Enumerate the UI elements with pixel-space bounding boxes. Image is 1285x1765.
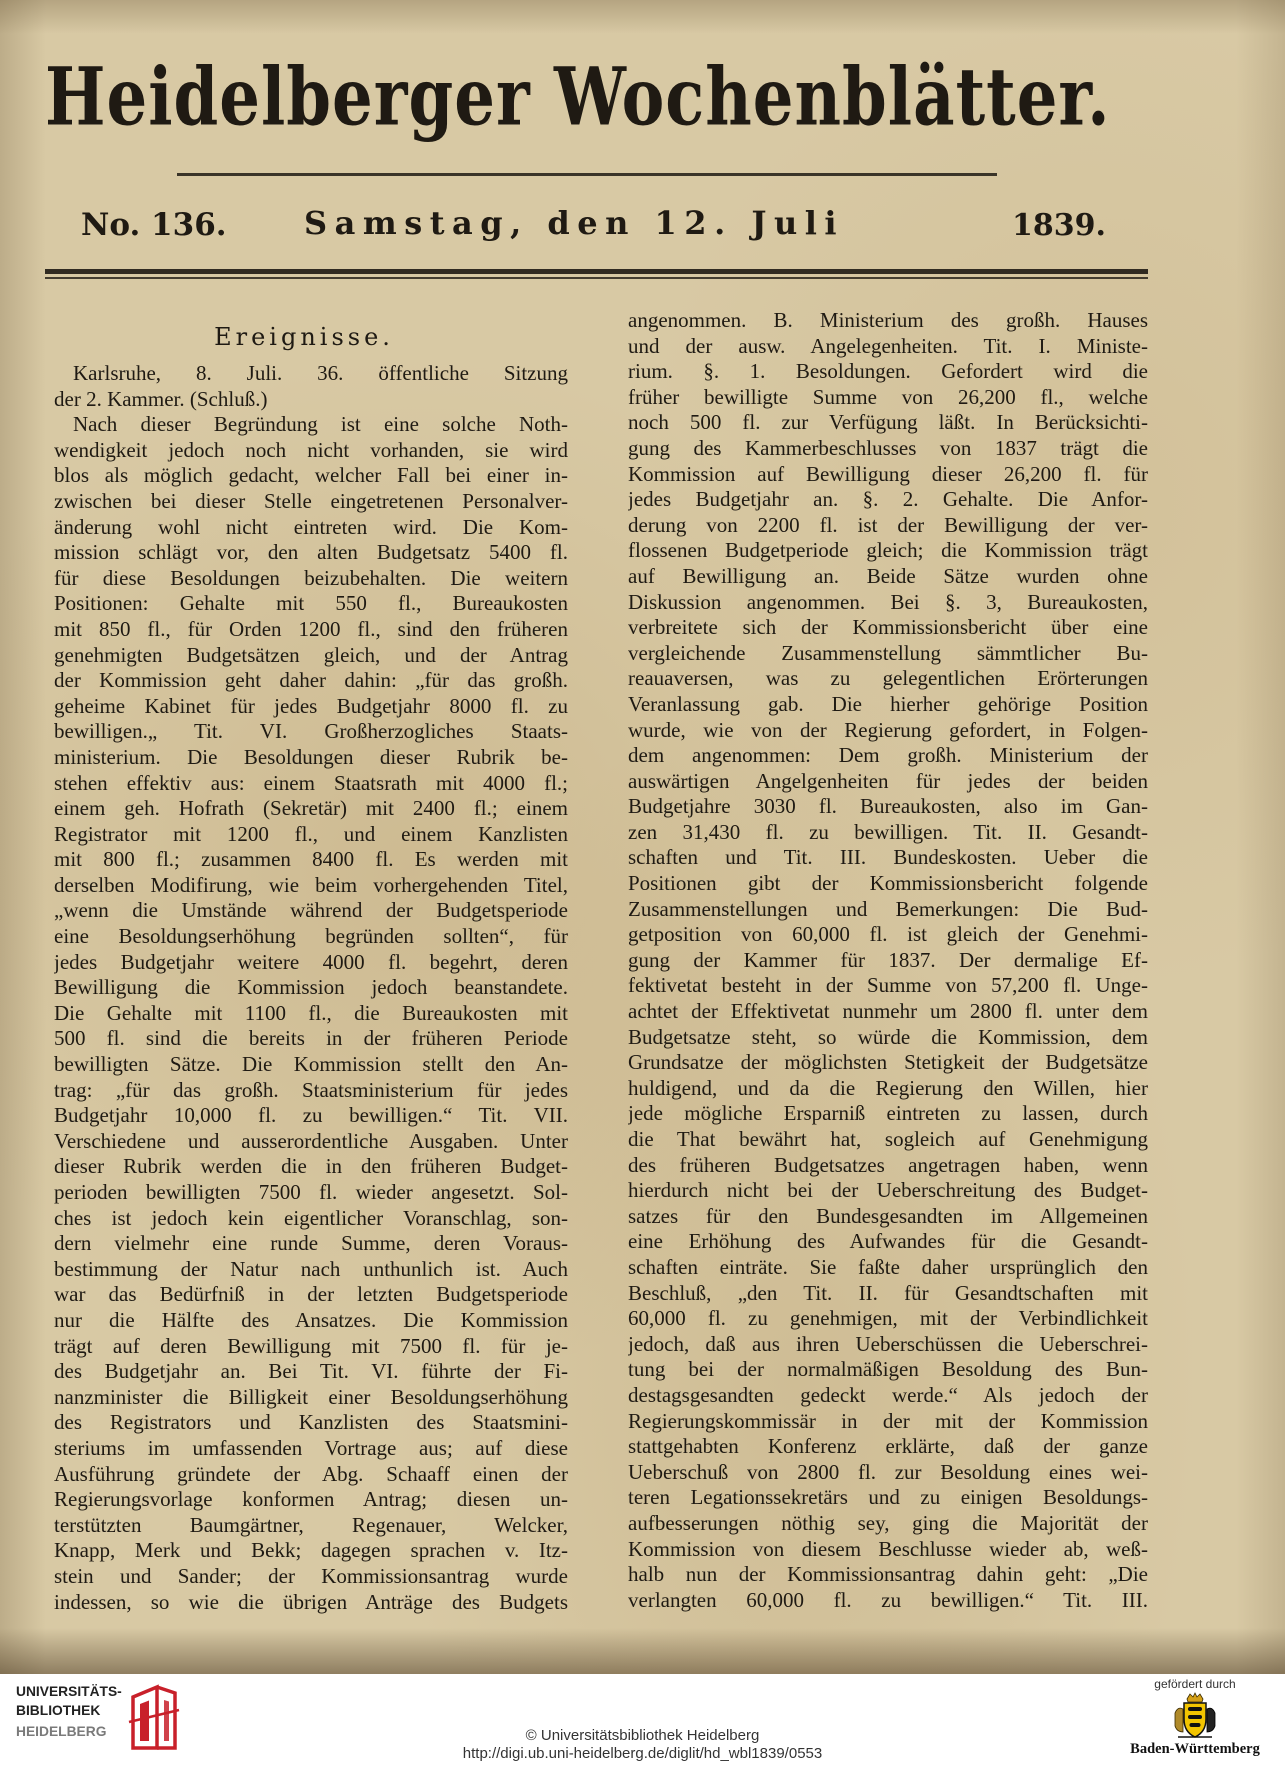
text-line: die That bewährt hat, sogleich auf Genehmigung (628, 1127, 1148, 1151)
text-line: zwischen bei dieser Stelle eingetretenen Personalver- (54, 488, 568, 513)
column-left (54, 361, 568, 1615)
header-double-rule-thick (45, 269, 1148, 274)
text-line: perioden bewilligten 7500 fl. wieder angesetzt. Sol- (54, 1180, 568, 1204)
text-line: dern vielmehr eine runde Summe, deren Voraus- (54, 1231, 568, 1256)
text-line: Veranlassung gab. Die hierher gehörige Position (628, 691, 1148, 716)
text-line: Budgetjahr 10,000 fl. zu bewilligen.“ Tit. VII. (54, 1103, 568, 1128)
text-line: schaften und Tit. III. Bundeskosten. Ueber die (628, 845, 1148, 870)
text-line: Ausführung gründete der Abg. Schaaff einen der (54, 1461, 568, 1486)
text-line: Karlsruhe, 8. Juli. 36. öffentliche Sitzung (73, 361, 568, 385)
text-line: dieser Rubrik werden die in den früheren Budget- (54, 1154, 568, 1179)
text-line: wurde, wie von der Regierung gefordert, in Folgen- (628, 717, 1148, 742)
section-heading: Ereignisse. (214, 323, 394, 351)
text-line: „wenn die Umstände während der Budgetsperiode (54, 898, 568, 923)
text-line: trag: „für das großh. Staatsministerium für jedes (54, 1077, 568, 1102)
issue-year: 1839. (1012, 208, 1106, 243)
text-line: reauaversen, was zu gelegentlichen Erörterungen (628, 666, 1148, 691)
text-line: jede mögliche Ersparniß eintreten zu lassen, durch (628, 1101, 1148, 1126)
text-line: achtet der Effektivetat nunmehr um 2800 fl. unter dem (628, 999, 1148, 1024)
text-line: bewilligen.„ Tit. VI. Großherzogliches Staats- (54, 719, 568, 744)
text-line: stattgehabten Konferenz erklärte, daß der ganze (628, 1434, 1148, 1459)
text-line: Bewilligung die Kommission jedoch beanstandete. (54, 975, 568, 1000)
text-line: für diese Besoldungen beizubehalten. Die weitern (54, 565, 568, 590)
text-line: aufbesserungen nöthig sey, ging die Majorität der (628, 1510, 1148, 1535)
text-line: angenommen. B. Ministerium des großh. Hauses (628, 308, 1148, 332)
text-line: bewilligten Sätze. Die Kommission stellt den An- (54, 1052, 568, 1077)
text-line: des Budgetjahr an. Bei Tit. VI. führte der Fi- (54, 1359, 568, 1384)
text-line: des früheren Budgetsatzes angetragen haben, wenn (628, 1152, 1148, 1177)
text-line: gung des Kammerbeschlusses von 1837 trägt die (628, 435, 1148, 460)
text-line: verbreitete sich der Kommissionsbericht über eine (628, 615, 1148, 640)
text-line: hierdurch nicht bei der Ueberschreitung des Budget- (628, 1178, 1148, 1203)
text-line: einem geh. Hofrath (Sekretär) mit 2400 fl.; einem (54, 796, 568, 821)
text-line: auswärtigen Angelgenheiten für jedes der beiden (628, 768, 1148, 793)
text-line: mit 850 fl., für Orden 1200 fl., sind den früheren (54, 616, 568, 641)
text-line: Verschiedene und ausserordentliche Ausgaben. Unter (54, 1128, 568, 1153)
text-line: stein und Sander; der Kommissionsantrag wurde (54, 1563, 568, 1588)
text-line: stehen effektiv aus: einem Staatsrath mit 4000 fl.; (54, 770, 568, 795)
text-line: Regierungsvorlage konformen Antrag; diesen un- (54, 1487, 568, 1512)
masthead-title: Heidelberger Wochenblätter. (45, 50, 1111, 145)
text-line: Kommission auf Bewilligung dieser 26,200 fl. für (628, 461, 1148, 486)
text-line: Positionen: Gehalte mit 550 fl., Bureaukosten (54, 591, 568, 616)
text-line: dem angenommen: Dem großh. Ministerium der (628, 743, 1148, 768)
issue-date: Samstag, den 12. Juli (304, 204, 845, 242)
copyright-notice: © Universitätsbibliothek Heidelberg (525, 1727, 760, 1744)
text-line: blos als möglich gedacht, welcher Fall bei einer in- (54, 463, 568, 488)
text-line: geheime Kabinet für jedes Budgetjahr 8000 fl. zu (54, 693, 568, 718)
text-line: trägt auf deren Bewilligung mit 7500 fl. für je- (54, 1333, 568, 1358)
text-line: vergleichende Zusammenstellung sämmtlicher Bu- (628, 640, 1148, 665)
baden-wuerttemberg-coat-of-arms-icon (1171, 1692, 1219, 1740)
text-line: gung der Kammer für 1837. Der dermalige Ef- (628, 947, 1148, 972)
text-line: indessen, so wie die übrigen Anträge des Budgets (54, 1589, 568, 1614)
masthead-divider (177, 173, 997, 176)
text-line: jedoch, daß aus ihren Ueberschüssen die Ueberschrei- (628, 1331, 1148, 1356)
text-line: der Kommission geht daher dahin: „für das großh. (54, 668, 568, 693)
library-name-line-2: BIBLIOTHEK (16, 1703, 101, 1718)
text-line: satzes für den Bundesgesandten im Allgemeinen (628, 1203, 1148, 1228)
text-line: jedes Budgetjahr weitere 4000 fl. begehrt, deren (54, 949, 568, 974)
text-line: Budgetsatze steht, so würde die Kommission, dem (628, 1024, 1148, 1049)
text-line: der 2. Kammer. (Schluß.) (54, 386, 268, 411)
text-line: wendigkeit jedoch noch nicht vorhanden, sie wird (54, 437, 568, 462)
text-line: steriums im umfassenden Vortrage aus; auf diese (54, 1435, 568, 1460)
text-line: genehmigten Budgetsätzen gleich, und der Antrag (54, 642, 568, 667)
text-line: 60,000 fl. zu genehmigen, mit der Verbindlichkeit (628, 1306, 1148, 1331)
text-line: Die Gehalte mit 1100 fl., die Bureaukosten mit (54, 1000, 568, 1025)
text-line: Budgetjahre 3030 fl. Bureaukosten, also im Gan- (628, 794, 1148, 819)
text-line: des Registrators und Kanzlisten des Staatsmini- (54, 1410, 568, 1435)
text-line: eine Erhöhung des Aufwandes für die Gesandt- (628, 1229, 1148, 1254)
funder-name: Baden-Württemberg (1130, 1741, 1260, 1757)
library-name-line-1: UNIVERSITÄTS- (16, 1684, 122, 1699)
text-line: zen 31,430 fl. zu bewilligen. Tit. II. Gesandt- (628, 819, 1148, 844)
library-name-line-3: HEIDELBERG (16, 1724, 107, 1739)
text-line: schaften einträte. Sie faßte daher ursprünglich den (628, 1254, 1148, 1279)
text-line: Registrator mit 1200 fl., und einem Kanzlisten (54, 821, 568, 846)
text-line: früher bewilligte Summe von 26,200 fl., welche (628, 384, 1148, 409)
text-line: auf Bewilligung an. Beide Sätze wurden ohne (628, 563, 1148, 588)
text-line: Beschluß, „den Tit. II. für Gesandtschaften mit (628, 1280, 1148, 1305)
text-line: terstützten Baumgärtner, Regenauer, Welcker, (54, 1512, 568, 1537)
text-line: tung bei der normalmäßigen Besoldung des Bun- (628, 1357, 1148, 1382)
text-line: Positionen gibt der Kommissionsbericht folgende (628, 871, 1148, 896)
column-right (628, 308, 1148, 1613)
text-line: Diskussion angenommen. Bei §. 3, Bureaukosten, (628, 589, 1148, 614)
issue-number: No. 136. (81, 207, 227, 243)
text-line: Knapp, Merk und Bekk; dagegen sprachen v. Itz- (54, 1538, 568, 1563)
text-line: ministerium. Die Besoldungen dieser Rubrik be- (54, 744, 568, 769)
text-line: ches ist jedoch kein eigentlicher Voranschlag, son- (54, 1205, 568, 1230)
text-line: nur die Hälfte des Ansatzes. Die Kommission (54, 1307, 568, 1332)
text-line: verlangten 60,000 fl. zu bewilligen.“ Tit. III. (628, 1587, 1148, 1612)
text-line: derselben Modifirung, wie beim vorhergehenden Titel, (54, 872, 568, 897)
text-line: eine Besoldungserhöhung begründen sollten“, für (54, 924, 568, 949)
text-line: getposition von 60,000 fl. ist gleich der Genehmi- (628, 922, 1148, 947)
text-line: Ueberschuß von 2800 fl. zur Besoldung eines wei- (628, 1459, 1148, 1484)
header-double-rule-thin (45, 277, 1148, 279)
text-line: rium. §. 1. Besoldungen. Gefordert wird die (628, 359, 1148, 384)
text-line: änderung wohl nicht eintreten wird. Die Kom- (54, 514, 568, 539)
text-line: bestimmung der Natur nach unthunlich ist. Auch (54, 1256, 568, 1281)
text-line: noch 500 fl. zur Verfügung läßt. In Berücksichti- (628, 410, 1148, 435)
permalink-url[interactable]: http://digi.ub.uni-heidelberg.de/diglit/hd_wbl1839/0553 (462, 1745, 823, 1762)
text-line: flossenen Budgetperiode gleich; die Kommission trägt (628, 538, 1148, 563)
text-line: Kommission von diesem Beschlusse wieder ab, weß- (628, 1536, 1148, 1561)
text-line: 500 fl. sind die bereits in der früheren Periode (54, 1026, 568, 1051)
text-line: jedes Budgetjahr an. §. 2. Gehalte. Die Anfor- (628, 487, 1148, 512)
text-line: fektivetat besteht in der Summe von 57,200 fl. Unge- (628, 973, 1148, 998)
text-line: Grundsatze der möglichsten Stetigkeit der Budgetsätze (628, 1050, 1148, 1075)
text-line: Nach dieser Begründung ist eine solche Noth- (73, 412, 568, 437)
funding-label: gefördert durch (1154, 1677, 1236, 1691)
text-line: Zusammenstellungen und Bemerkungen: Die Bud- (628, 896, 1148, 921)
text-line: teren Legationssekretärs und zu einigen Besoldungs- (628, 1485, 1148, 1510)
text-line: halb nun der Kommissionsantrag dahin geht: „Die (628, 1562, 1148, 1587)
text-line: war das Bedürfniß in der letzten Budgetsperiode (54, 1282, 568, 1307)
text-line: mit 800 fl.; zusammen 8400 fl. Es werden mit (54, 847, 568, 872)
text-line: und der ausw. Angelegenheiten. Tit. I. Ministe- (628, 333, 1148, 358)
text-line: nanzminister die Billigkeit einer Besoldungserhöhung (54, 1384, 568, 1409)
text-line: mission schlägt vor, den alten Budgetsatz 5400 fl. (54, 540, 568, 565)
text-line: derung von 2200 fl. ist der Bewilligung der ver- (628, 512, 1148, 537)
text-line: destagsgesandten gedeckt werde.“ Als jedoch der (628, 1382, 1148, 1407)
text-line: huldigend, und da die Regierung den Willen, hier (628, 1075, 1148, 1100)
text-line: Regierungskommissär in der mit der Kommission (628, 1408, 1148, 1433)
